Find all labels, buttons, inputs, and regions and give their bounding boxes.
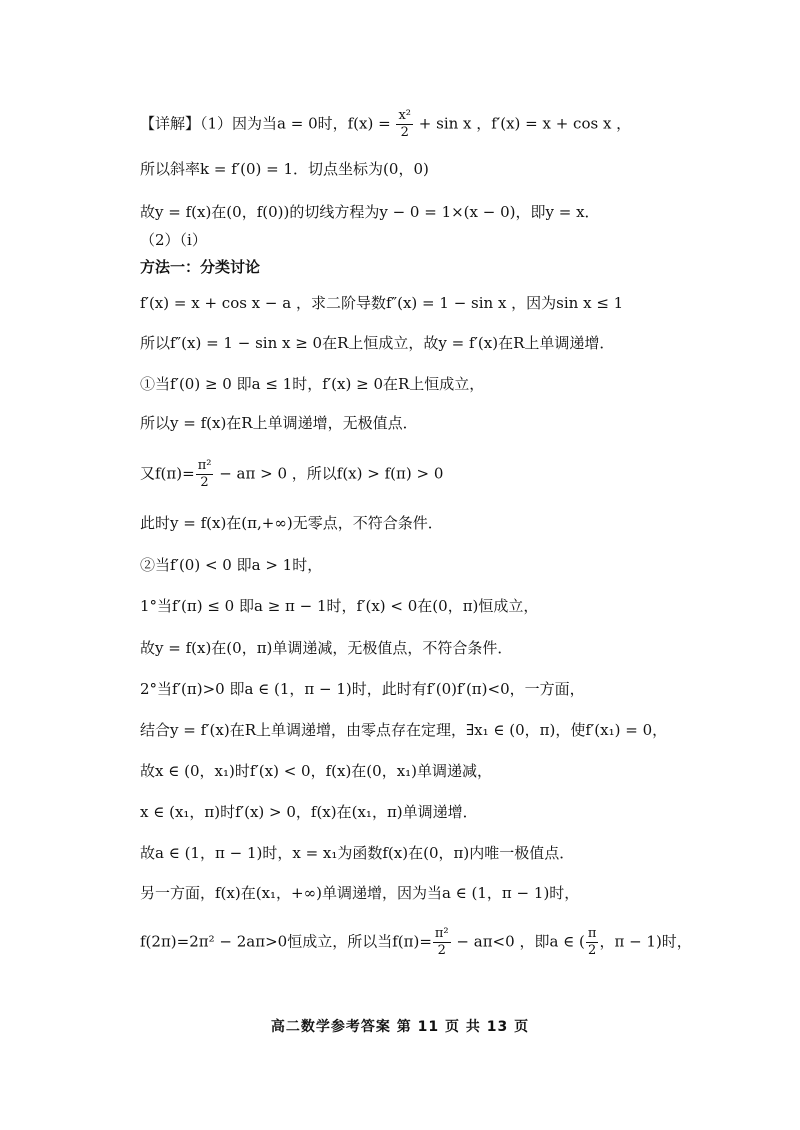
solution-line-1: 【详解】（1）因为当a = 0时，f(x) = $\frac{\text{x²}}{2}$ + sin x ，f′(x) = x + cos x ， [140,108,632,140]
page-footer: 高二数学参考答案 第 11 页 共 13 页 [270,1019,530,1035]
fraction-pi2-over-2-b: $\frac{\text{π²}}{2}$ [434,926,449,958]
solution-line-11: 此时y = f(x)在(π,+∞)无零点，不符合条件． [140,514,443,532]
solution-line-2: 所以斜率k = f′(0) = 1．切点坐标为(0，0) [140,160,429,178]
solution-line-18: x ∈ (x₁，π)时f′(x) > 0，f(x)在(x₁，π)单调递增． [140,803,478,821]
solution-line-10: 又f(π)= $\frac{\text{π²}}{2}$ − aπ > 0 ，所以f(x) > f(π) > 0 [140,458,444,490]
solution-line-7: 所以f″(x) = 1 − sin x ≥ 0在R上恒成立，故y = f′(x)在R上单调递增． [140,334,615,352]
solution-line-16: 结合y = f′(x)在R上单调递增，由零点存在定理，∃x₁ ∈ (0，π)，使f′(x₁) = 0， [140,721,668,739]
solution-line-14: 故y = f(x)在(0，π)单调递减，无极值点，不符合条件． [140,639,513,657]
fraction-pi-over-2: $\frac{\pi}{2}$ [587,926,597,958]
method-one-heading: 方法一：分类讨论 [140,258,261,276]
solution-line-12: ②当f′(0) < 0 即a > 1时， [140,556,323,574]
solution-line-21: f(2π)=2π² − 2aπ>0恒成立，所以当f(π)= $\frac{\text{π²}}{2}$ − aπ<0 ，即a ∈ ( $\frac{\pi}{2}$ ，π − 1)时， [140,926,692,958]
solution-line-17: 故x ∈ (0，x₁)时f′(x) < 0，f(x)在(0，x₁)单调递减， [140,762,493,780]
solution-line-15: 2°当f′(π)>0 即a ∈ (1，π − 1)时，此时有f′(0)f′(π)<0，一方面， [140,680,585,698]
fraction-x2-over-2: $\frac{\text{x²}}{2}$ [398,108,412,140]
solution-line-6: f′(x) = x + cos x − a ，求二阶导数f″(x) = 1 − sin x ，因为sin x ≤ 1 [140,294,624,312]
solution-line-8: ①当f′(0) ≥ 0 即a ≤ 1时，f′(x) ≥ 0在R上恒成立， [140,375,485,393]
solution-line-9: 所以y = f(x)在R上单调递增，无极值点． [140,414,418,432]
part-2-heading: （2）（i） [140,231,207,249]
solution-line-19: 故a ∈ (1，π − 1)时，x = x₁为函数f(x)在(0，π)内唯一极值点． [140,844,575,862]
solution-line-20: 另一方面，f(x)在(x₁，+∞)单调递增，因为当a ∈ (1，π − 1)时， [140,884,580,902]
solution-line-13: 1°当f′(π) ≤ 0 即a ≥ π − 1时，f′(x) < 0在(0，π)恒成立， [140,597,539,615]
fraction-pi2-over-2: $\frac{\text{π²}}{2}$ [197,458,212,490]
solution-line-3: 故y = f(x)在(0，f(0))的切线方程为y − 0 = 1×(x − 0)，即y = x． [140,203,600,221]
